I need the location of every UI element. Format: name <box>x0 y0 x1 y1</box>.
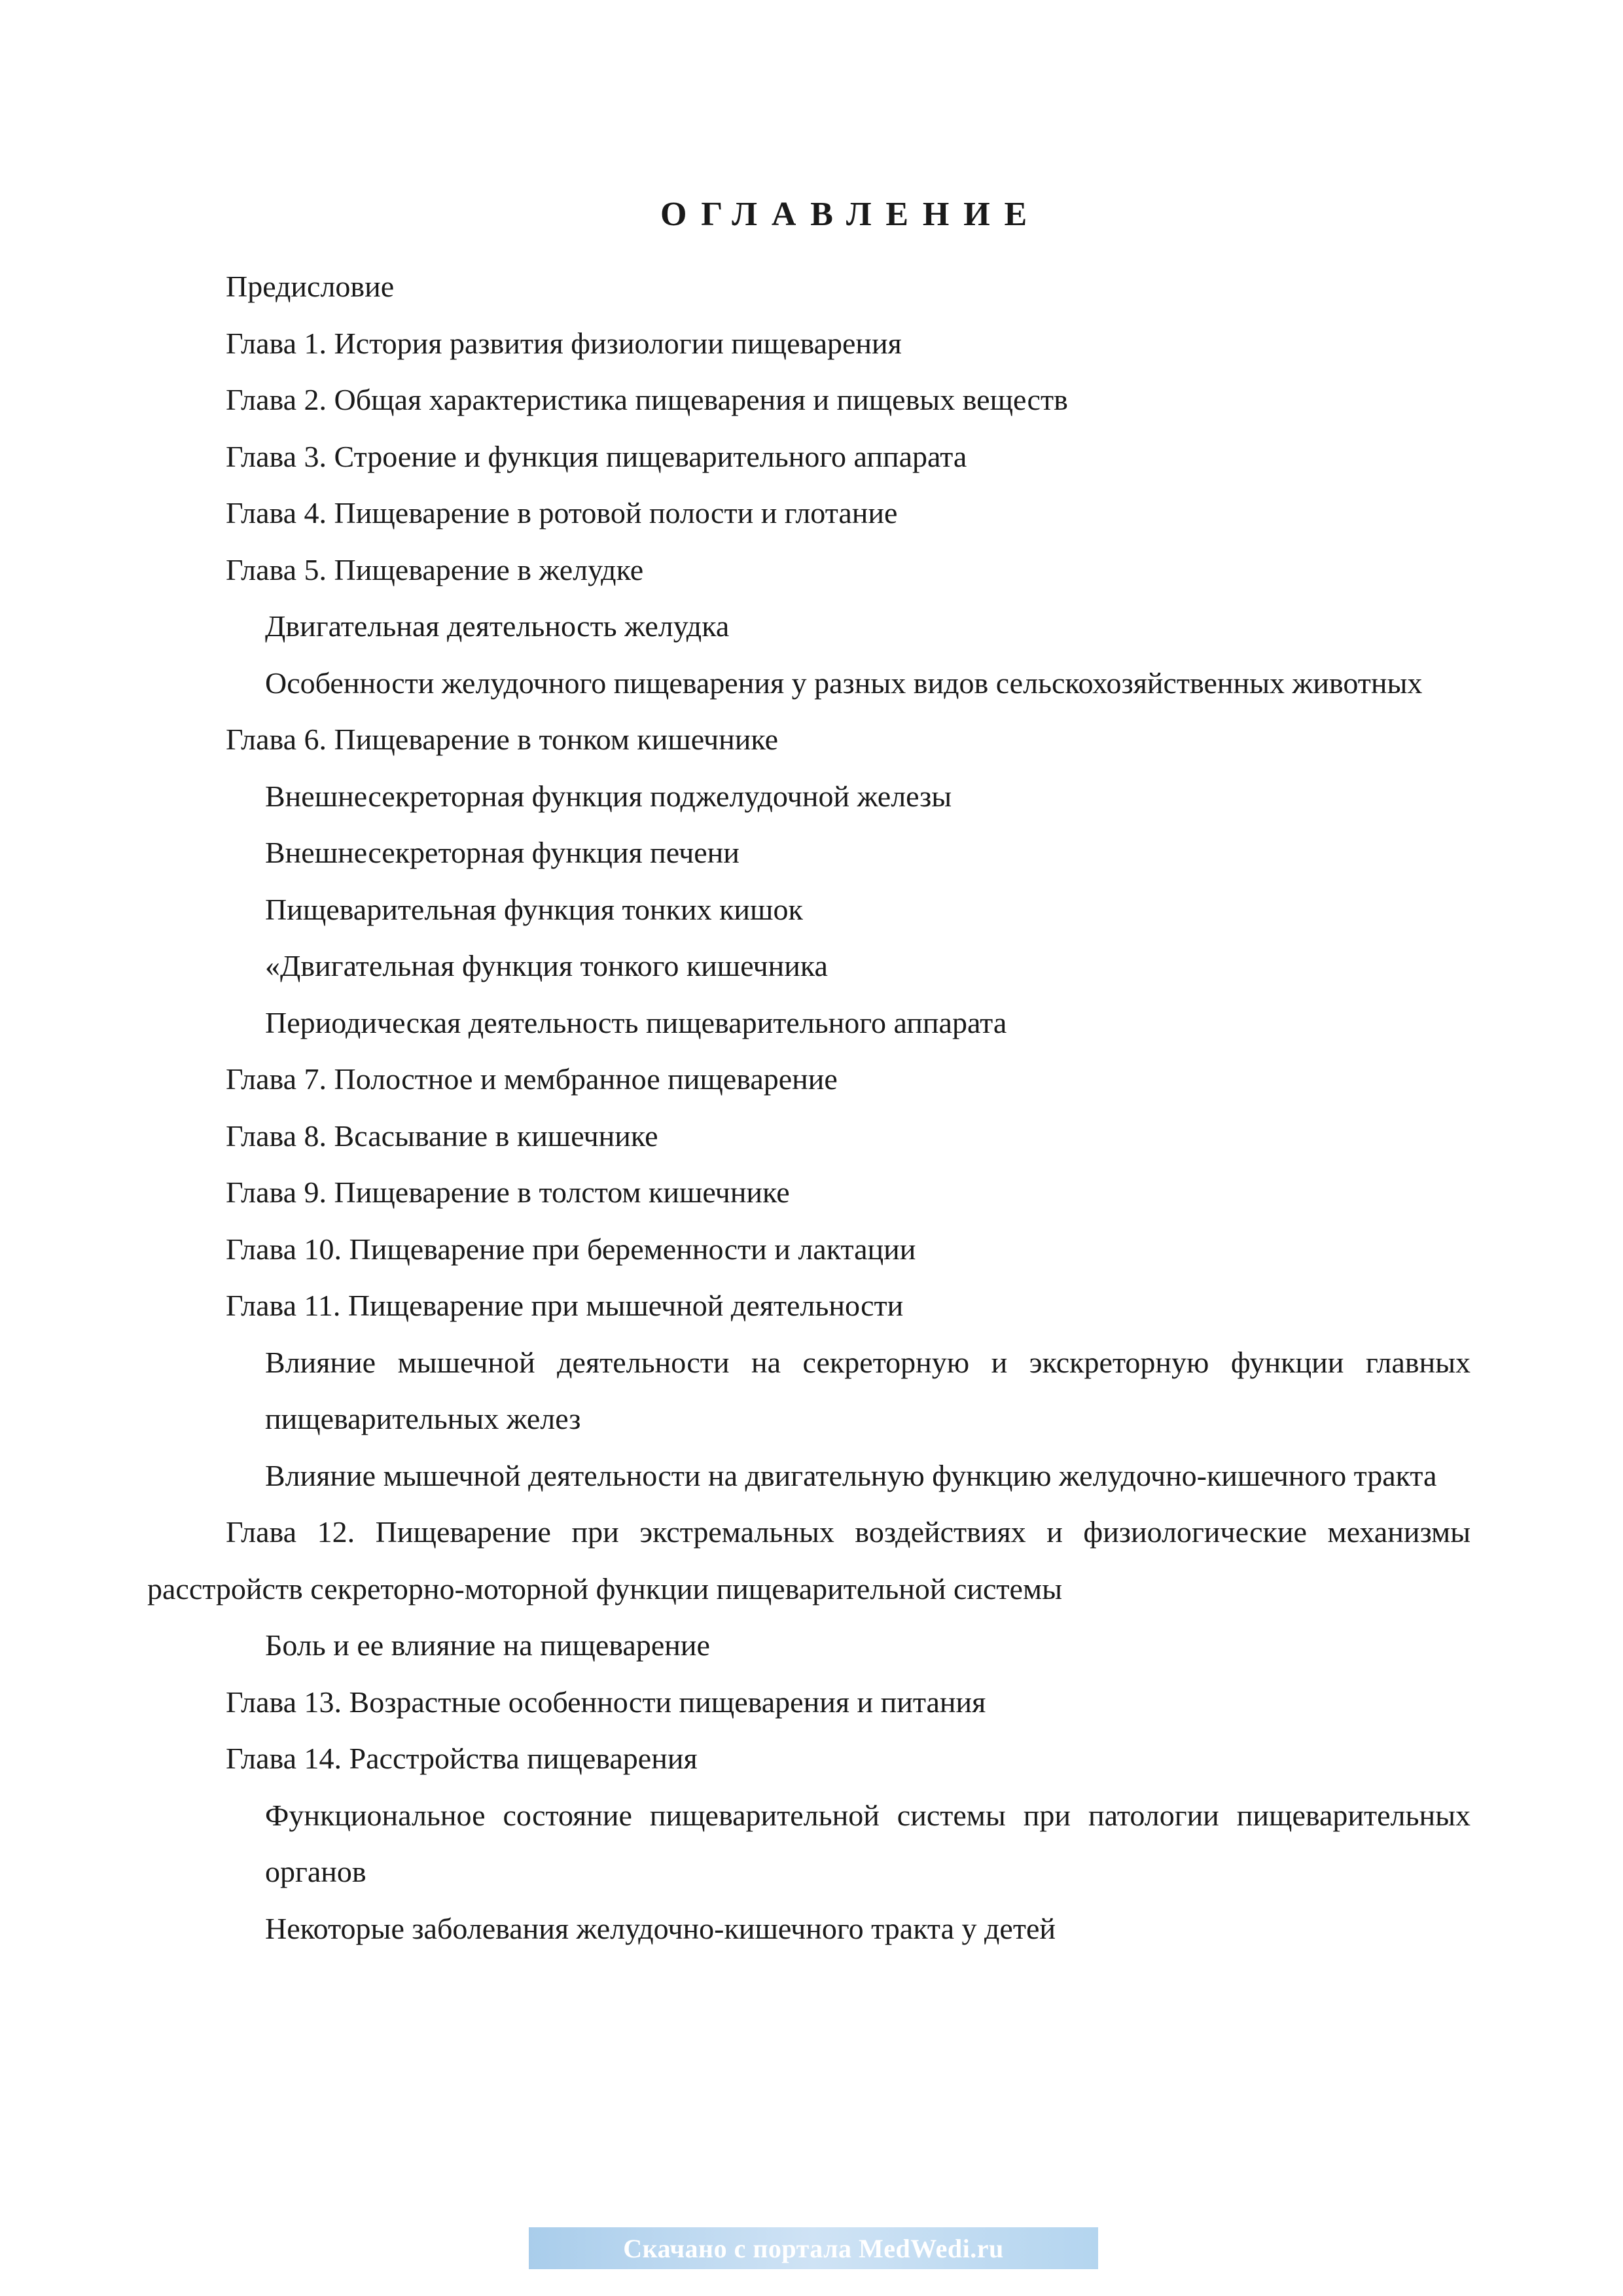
toc-chapter: Глава 14. Расстройства пищеварения <box>226 1742 698 1775</box>
toc-subsection: Внешнесекреторная функция поджелудочной железы <box>265 779 952 813</box>
page-title: ОГЛАВЛЕНИЕ <box>660 196 1042 233</box>
toc-subsection: Боль и ее влияние на пищеварение <box>265 1628 710 1662</box>
toc-subsection: Внешнесекреторная функция печени <box>265 836 740 869</box>
table-of-contents <box>147 259 1471 1957</box>
toc-subsection: Некоторые заболевания желудочно-кишечного тракта у детей <box>265 1911 1056 1945</box>
toc-chapter: Глава 1. История развития физиологии пищеварения <box>226 326 902 360</box>
toc-subsection: Влияние мышечной деятельности на секреторную и экскреторную функции главных пищеварительных желез <box>265 1345 1471 1435</box>
watermark-text: Скачано с портала MedWedi.ru <box>623 2233 1004 2263</box>
toc-chapter: Глава 5. Пищеварение в желудке <box>226 552 644 586</box>
toc-chapter: Глава 8. Всасывание в кишечнике <box>226 1119 658 1153</box>
toc-subsection: Особенности желудочного пищеварения у разных видов сельскохозяйственных животных <box>265 666 1423 700</box>
toc-chapter: Глава 13. Возрастные особенности пищеварения и питания <box>226 1685 986 1719</box>
toc-chapter: Глава 4. Пищеварение в ротовой полости и глотание <box>226 496 898 529</box>
toc-subsection: Периодическая деятельность пищеварительного аппарата <box>265 1005 1007 1039</box>
watermark-banner <box>529 2227 1098 2269</box>
toc-chapter: Предисловие <box>226 270 395 303</box>
toc-chapter: Глава 11. Пищеварение при мышечной деятельности <box>226 1289 904 1322</box>
toc-chapter: Глава 10. Пищеварение при беременности и лактации <box>226 1232 916 1266</box>
toc-chapter: Глава 9. Пищеварение в толстом кишечнике <box>226 1175 790 1209</box>
toc-chapter: Глава 2. Общая характеристика пищеварения и пищевых веществ <box>226 383 1068 416</box>
toc-chapter: Глава 6. Пищеварение в тонком кишечнике <box>226 723 779 756</box>
toc-chapter: Глава 12. Пищеварение при экстремальных воздействиях и физиологические механизмы расстройств секреторно-моторной функции пищеварительной системы <box>147 1515 1471 1605</box>
toc-chapter: Глава 3. Строение и функция пищеварительного аппарата <box>226 439 967 473</box>
toc-subsection: «Двигательная функция тонкого кишечника <box>265 949 828 982</box>
toc-chapter: Глава 7. Полостное и мембранное пищеварение <box>226 1062 838 1096</box>
toc-subsection: Влияние мышечной деятельности на двигательную функцию желудочно-кишечного тракта <box>265 1458 1437 1492</box>
toc-subsection: Двигательная деятельность желудка <box>265 609 730 643</box>
toc-subsection: Пищеварительная функция тонких кишок <box>265 892 803 926</box>
toc-subsection: Функциональное состояние пищеварительной системы при патологии пищеварительных органов <box>265 1798 1471 1888</box>
